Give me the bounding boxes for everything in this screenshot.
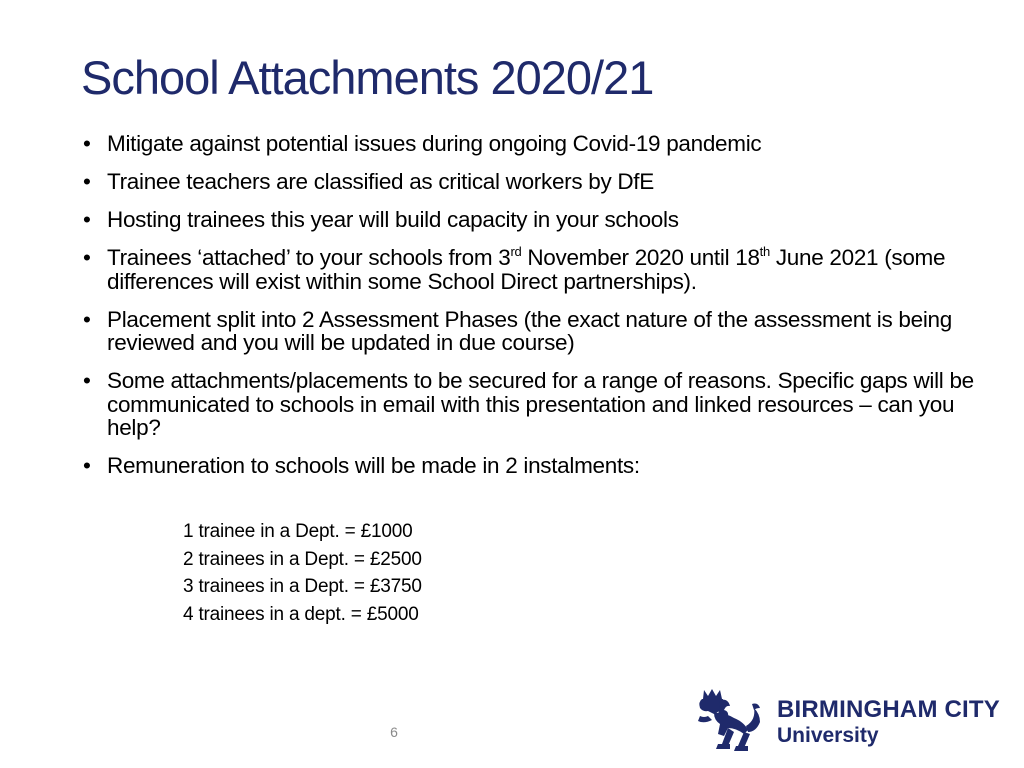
bullet-text: Hosting trainees this year will build capacity in your schools	[107, 207, 679, 232]
remuneration-item: 4 trainees in a dept. = £5000	[183, 603, 419, 625]
ordinal-suffix: rd	[510, 244, 522, 259]
remuneration-item: 1 trainee in a Dept. = £1000	[183, 521, 413, 542]
remuneration-list	[183, 518, 422, 628]
university-logo	[694, 686, 1006, 754]
bullet-item	[83, 369, 983, 440]
bullet-text: Mitigate against potential issues during ongoing Covid-19 pandemic	[107, 131, 762, 156]
bullet-item	[83, 170, 983, 194]
bullet-item	[83, 132, 983, 156]
bullet-item	[83, 454, 983, 478]
bullet-text: Remuneration to schools will be made in 2 instalments:	[107, 453, 640, 478]
bullet-item	[83, 208, 983, 232]
bullet-marker: •	[83, 131, 91, 156]
bullet-marker: •	[83, 306, 91, 332]
bullet-text-part: November 2020 until 18	[521, 245, 760, 270]
bullet-marker: •	[83, 207, 91, 232]
bullet-item	[83, 246, 983, 293]
slide-title: School Attachments 2020/21	[81, 51, 654, 104]
lion-rampant-icon	[694, 686, 764, 752]
bullet-marker: •	[83, 169, 91, 194]
remuneration-item: 2 trainees in a Dept. = £2500	[183, 548, 422, 570]
bullet-marker: •	[83, 453, 91, 478]
logo-text-line1: BIRMINGHAM CITY	[777, 696, 1000, 723]
bullet-text-part: June 2021 (some differences will exist within some School Direct partnerships).	[107, 245, 946, 294]
bullet-marker: •	[83, 245, 91, 270]
page-number: 6	[390, 724, 398, 740]
bullet-text: Trainee teachers are classified as critical workers by DfE	[107, 169, 654, 194]
bullet-marker: •	[83, 368, 91, 393]
bullet-item	[83, 308, 983, 355]
bullet-text: Some attachments/placements to be secured for a range of reasons. Specific gaps will be communicated to schools in email with this presentation and linked resources – can you help?	[107, 368, 974, 440]
logo-text-line2: University	[777, 724, 879, 747]
bullet-text-part: Trainees ‘attached’ to your schools from 3	[107, 245, 511, 270]
bullet-text: Placement split into 2 Assessment Phases (the exact nature of the assessment is being reviewed and you will be updated in due course)	[107, 306, 952, 355]
bullet-list	[83, 132, 983, 492]
ordinal-suffix: th	[759, 244, 770, 259]
remuneration-item: 3 trainees in a Dept. = £3750	[183, 576, 422, 597]
